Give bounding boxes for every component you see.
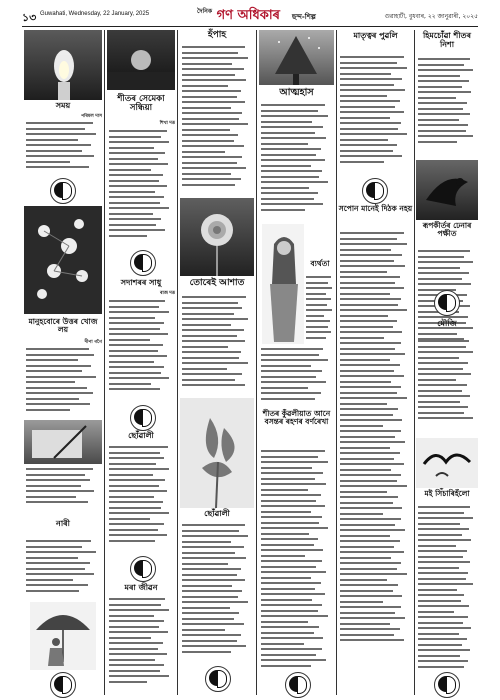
article-body bbox=[109, 130, 173, 248]
article-body bbox=[182, 296, 252, 396]
umbrella-woman-illustration bbox=[30, 602, 96, 670]
article-title: মৌজি bbox=[437, 319, 457, 328]
column-rule bbox=[104, 30, 105, 695]
section-name: ছন্দ-শিল্প bbox=[292, 13, 316, 21]
article-title: তোৰেই আশাত bbox=[189, 278, 245, 288]
article-body bbox=[109, 300, 173, 400]
article-title: সময় bbox=[55, 101, 71, 110]
article-body bbox=[418, 340, 476, 436]
article-title: শীতৰ কুঁৱলীয়াত আনে বসন্তৰ ৰহণৰ বৰ্ণৰেখা bbox=[262, 409, 331, 427]
article-title: সদাশৰৰ সাধু bbox=[120, 278, 162, 287]
ek-dui-badge-icon bbox=[130, 250, 156, 276]
article-title: হঁপাহ bbox=[207, 30, 227, 40]
ek-dui-badge-icon bbox=[50, 672, 76, 698]
article-body bbox=[26, 348, 100, 420]
masthead-title: গণ অধিকাৰ bbox=[216, 8, 280, 23]
article-author: ৰাজ দত্ত bbox=[159, 291, 175, 296]
jasmine-photo bbox=[24, 206, 102, 314]
article-author: দীপা গগৈ bbox=[84, 340, 102, 345]
column-rule bbox=[256, 30, 257, 695]
article-body bbox=[26, 122, 100, 178]
ek-dui-badge-icon bbox=[434, 672, 460, 698]
article-title: ছোঁৱালী bbox=[128, 431, 154, 440]
snowy-tree-photo bbox=[259, 30, 334, 85]
lily-illustration bbox=[180, 398, 254, 508]
sunset-photo bbox=[107, 30, 175, 90]
masthead-prefix: দৈনিক bbox=[197, 8, 213, 15]
column-rule bbox=[414, 30, 415, 695]
article-body bbox=[340, 232, 411, 672]
english-date: Guwahati, Wednesday, 22 January, 2025 bbox=[40, 11, 150, 17]
article-title: ছোঁৱালী bbox=[204, 509, 230, 518]
article-body bbox=[109, 446, 173, 554]
article-title: মাতৃত্বৰ পুৱলি bbox=[353, 31, 398, 40]
article-body bbox=[261, 450, 332, 675]
ek-dui-badge-icon bbox=[130, 556, 156, 582]
article-body bbox=[182, 524, 252, 664]
page-header bbox=[22, 6, 478, 27]
ek-dui-badge-icon bbox=[285, 672, 311, 698]
article-body bbox=[182, 46, 252, 196]
article-body bbox=[26, 540, 100, 600]
article-title: নাৰী bbox=[56, 519, 70, 528]
column-rule bbox=[336, 30, 337, 695]
assamese-date: গুৱাহাটী, বুধবাৰ, ২২ জানুৱাৰী, ২০২৫ bbox=[384, 13, 478, 20]
article-body bbox=[418, 506, 476, 672]
masthead bbox=[197, 6, 280, 27]
ek-dui-badge-icon bbox=[434, 290, 460, 316]
birds-flying-photo bbox=[416, 438, 478, 488]
article-body bbox=[306, 276, 334, 346]
article-author: পৰিমল দাস bbox=[81, 114, 102, 119]
article-title: ৰূপকীৰ্তৰ ঢেনাৰ পক্ষীত bbox=[422, 221, 472, 239]
article-body bbox=[261, 104, 332, 222]
article-title: ব্যৰ্থতা bbox=[310, 259, 330, 268]
column-rule bbox=[177, 30, 178, 695]
candle-photo bbox=[24, 30, 102, 100]
article-body bbox=[261, 348, 332, 408]
article-title: শীতৰ সেমেকা সন্ধিয়া bbox=[117, 94, 165, 114]
article-title: মৰা জীৱন bbox=[124, 583, 158, 592]
article-body bbox=[26, 468, 100, 508]
article-body bbox=[418, 58, 476, 158]
ek-dui-badge-icon bbox=[205, 666, 231, 692]
article-title: মই সিঁচাৰিহঁলো bbox=[424, 489, 470, 498]
bird-photo bbox=[416, 160, 478, 220]
article-title: আত্মহাস bbox=[279, 87, 314, 98]
sad-girl-sketch bbox=[262, 224, 304, 344]
page-number: ১৩ bbox=[22, 11, 37, 24]
ek-dui-badge-icon bbox=[50, 178, 76, 204]
rose-photo bbox=[180, 198, 254, 276]
ek-dui-badge-icon bbox=[362, 178, 388, 204]
writing-photo bbox=[24, 420, 102, 464]
article-body bbox=[109, 598, 173, 694]
article-body bbox=[340, 56, 411, 176]
article-title: মানুহবোৰে উত্তৰ খোজ লয় bbox=[28, 317, 98, 335]
article-author: শিখা দত্ত bbox=[159, 121, 175, 126]
ek-dui-badge-icon bbox=[130, 405, 156, 431]
article-title: হিমচোঁৱা শীতৰ নিশা bbox=[422, 31, 472, 49]
article-title: সপোন মানেই দিঠক নহয় bbox=[338, 204, 413, 213]
